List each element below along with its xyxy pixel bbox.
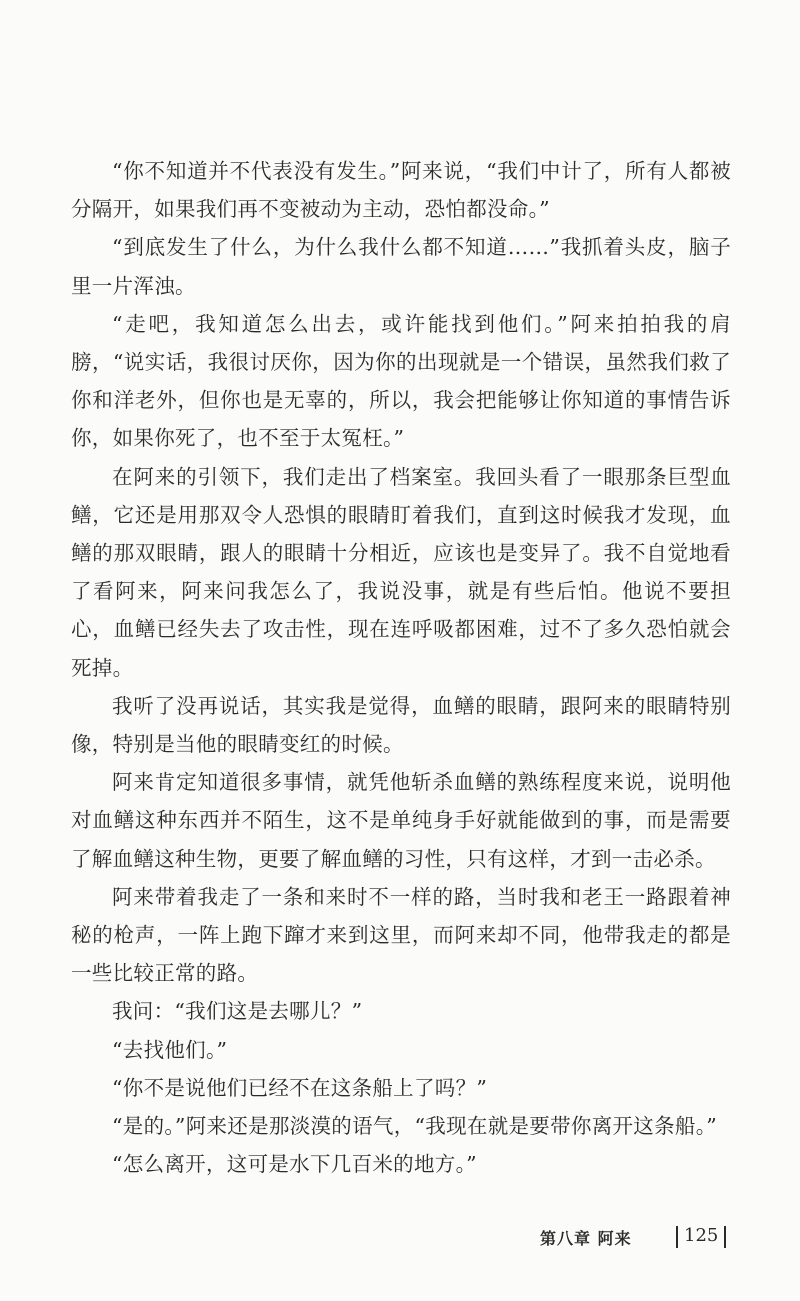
paragraph: “是的。”阿来还是那淡漠的语气，“我现在就是要带你离开这条船。” (112, 1114, 718, 1139)
paragraph: “去找他们。” (112, 1037, 228, 1062)
footer-divider (724, 1226, 726, 1248)
paragraph: 阿来带着我走了一条和来时不一样的路，当时我和老王一路跟着神秘的枪声，一阵上跑下蹿才来到这里，而阿来却不同，他带我走的都是一些比较正常的路。 (71, 884, 731, 986)
paragraph: 我听了没再说话，其实我是觉得，血鳝的眼睛，跟阿来的眼睛特别像，特别是当他的眼睛变红的时候。 (71, 693, 731, 757)
paragraph: “怎么离开，这可是水下几百米的地方。” (112, 1152, 477, 1177)
paragraph: “你不知道并不代表没有发生。”阿来说，“我们中计了，所有人都被分隔开，如果我们再不变被动为主动，恐怕都没命。” (71, 159, 731, 222)
paragraph: 阿来肯定知道很多事情，就凭他斩杀血鳝的熟练程度来说，说明他对血鳝这种东西并不陌生，这不是单纯身手好就能做到的事，而是需要了解血鳝这种生物，更要了解血鳝的习性，只有这样，才到一击必杀。 (71, 770, 731, 871)
paragraph: “走吧，我知道怎么出去，或许能找到他们。”阿来拍拍我的肩膀，“说实话，我很讨厌你，因为你的出现就是一个错误，虽然我们救了你和洋老外，但你也是无辜的，所以，我会把能够让你知道的事情告诉你，如果你死了，也不至于太冤枉。” (71, 311, 731, 451)
paragraph: 我问：“我们这是去哪儿？” (112, 999, 363, 1024)
body-text (71, 152, 731, 1183)
paragraph: “你不是说他们已经不在这条船上了吗？” (112, 1075, 488, 1100)
paragraph: 在阿来的引领下，我们走出了档案室。我回头看了一眼那条巨型血鳝，它还是用那双令人恐惧的眼睛盯着我们，直到这时候我才发现，血鳝的那双眼睛，跟人的眼睛十分相近，应该也是变异了。我不自觉地看了看阿来，阿来问我怎么了，我说没事，就是有些后怕。他说不要担心，血鳝已经失去了攻击性，现在连呼吸都困难，过不了多久恐怕就会死掉。 (71, 464, 731, 680)
page-footer (0, 1224, 800, 1254)
footer-divider (676, 1226, 678, 1248)
paragraph: “到底发生了什么，为什么我什么都不知道……”我抓着头皮，脑子里一片浑浊。 (71, 235, 731, 298)
chapter-title: 第八章 阿来 (540, 1229, 632, 1248)
page-number: 125 (684, 1225, 719, 1246)
